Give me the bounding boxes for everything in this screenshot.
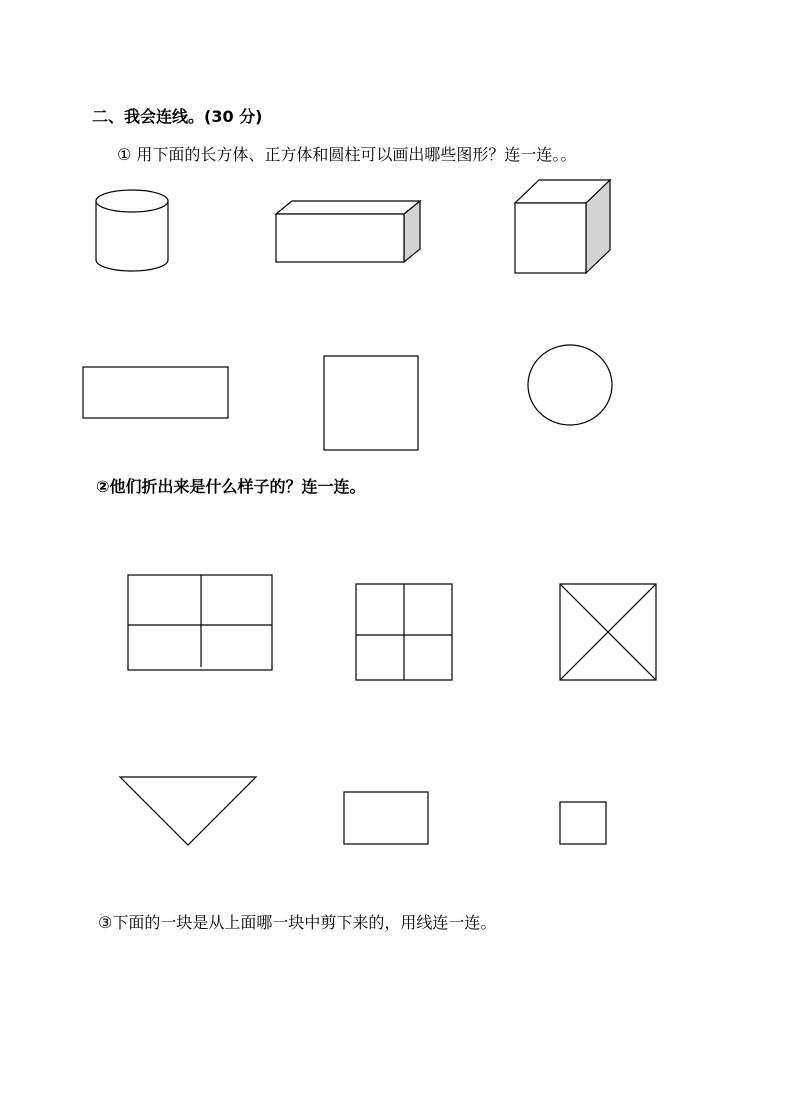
- folded-square-paper: [356, 584, 452, 680]
- small-square-shape: [560, 802, 606, 844]
- cylinder-solid: [96, 190, 168, 271]
- section-title: 二、我会连线。(30 分): [92, 107, 263, 126]
- cuboid-solid: [276, 201, 420, 262]
- question-3-text: ③下面的一块是从上面哪一块中剪下来的，用线连一连。: [98, 913, 497, 932]
- question-1-text: ① 用下面的长方体、正方体和圆柱可以画出哪些图形？连一连。。: [117, 145, 577, 164]
- cube-solid: [515, 180, 610, 273]
- diagonal-folded-square-paper: [560, 584, 656, 680]
- small-rectangle-shape: [344, 792, 428, 844]
- square-shape: [324, 356, 418, 450]
- triangle-shape: [120, 777, 256, 845]
- rectangle-shape: [83, 367, 228, 418]
- circle-shape: [528, 345, 612, 425]
- question-2-text: ②他们折出来是什么样子的？连一连。: [96, 477, 366, 496]
- folded-rectangle-paper: [128, 575, 272, 670]
